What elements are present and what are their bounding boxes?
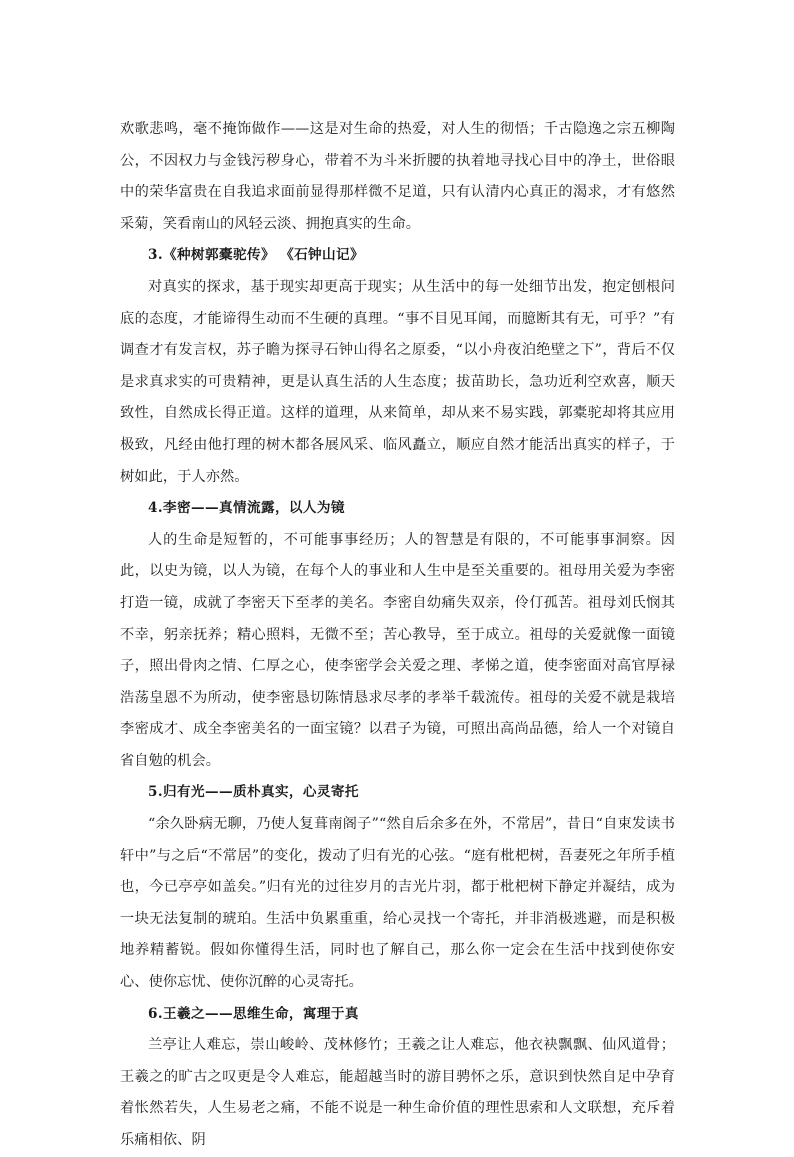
section-heading-5: 5.归有光——质朴真实，心灵寄托 <box>148 784 359 801</box>
paragraph-tao-yuanming: 欢歌悲鸣，毫不掩饰做作——这是对生命的热爱，对人生的彻悟；千古隐逸之宗五柳陶公，不因权力与金钱污秽身心，带着不为斗米折腰的执着地寻找心目中的净土，世俗眼中的荣华富贵在自我追求面前显得那样微不足道，只有认清内心真正的渴求，才有悠然采菊，笑看南山的风轻云淡、拥抱真实的生命。 <box>120 121 675 232</box>
section-heading-3: 3.《种树郭橐驼传》 《石钟山记》 <box>148 247 365 264</box>
section-heading-4: 4.李密——真情流露，以人为镜 <box>148 500 345 517</box>
section-heading-6: 6.王羲之——思维生命，寓理于真 <box>148 1005 359 1022</box>
paragraph-guo-tuotuo: 对真实的探求，基于现实却更高于现实；从生活中的每一处细节出发，抱定刨根问底的态度，才能谛得生动而不生硬的真理。“事不目见耳闻，而臆断其有无，可乎？”有调查才有发言权，苏子瞻为探寻石钟山得名之原委，“以小舟夜泊绝壁之下”，背后不仅是求真求实的可贵精神，更是认真生活的人生态度；拔苗助长，急功近利空欢喜，顺天致性，自然成长得正道。这样的道理，从来简单，却从来不易实践，郭橐驼却将其应用极致，凡经由他打理的树木都各展风采、临风矗立，顺应自然才能活出真实的样子，于树如此，于人亦然。 <box>120 278 675 485</box>
document-page <box>120 114 675 1157</box>
paragraph-li-mi: 人的生命是短暂的，不可能事事经历；人的智慧是有限的，不可能事事洞察。因此，以史为镜，以人为镜，在每个人的事业和人生中是至关重要的。祖母用关爱为李密打造一镜，成就了李密天下至孝的美名。李密自幼痛失双亲，伶仃孤苦。祖母刘氏悯其不幸，躬亲抚养；精心照料，无微不至；苦心教导，至于成立。祖母的关爱就像一面镜子，照出骨肉之情、仁厚之心，使李密学会关爱之理、孝悌之道，使李密面对高官厚禄浩荡皇恩不为所动，使李密恳切陈情恳求尽孝的孝举千载流传。祖母的关爱不就是栽培李密成才、成全李密美名的一面宝镜？以君子为镜，可照出高尚品德，给人一个对镜自省自勉的机会。 <box>120 531 675 769</box>
paragraph-wang-xizhi: 兰亭让人难忘，崇山峻岭、茂林修竹；王羲之让人难忘，他衣袂飘飘、仙风道骨；王羲之的旷古之叹更是令人难忘，能超越当时的游目骋怀之乐，意识到快然自足中孕育着怅然若失，人生易老之痛，不能不说是一种生命价值的理性思索和人文联想，充斥着乐痛相依、阴 <box>120 1037 675 1148</box>
paragraph-gui-youguang: “余久卧病无聊，乃使人复葺南阁子”“然自后余多在外，不常居”，昔日“自束发读书轩中”与之后“不常居”的变化，拨动了归有光的心弦。“庭有枇杷树，吾妻死之年所手植也，今已亭亭如盖矣。”归有光的过往岁月的吉光片羽，都于枇杷树下静定并凝结，成为一块无法复制的琥珀。生活中负累重重，给心灵找一个寄托，并非消极逃避，而是积极地养精蓄锐。假如你懂得生活，同时也了解自己，那么你一定会在生活中找到使你安心、使你忘忧、使你沉醉的心灵寄托。 <box>120 816 675 991</box>
